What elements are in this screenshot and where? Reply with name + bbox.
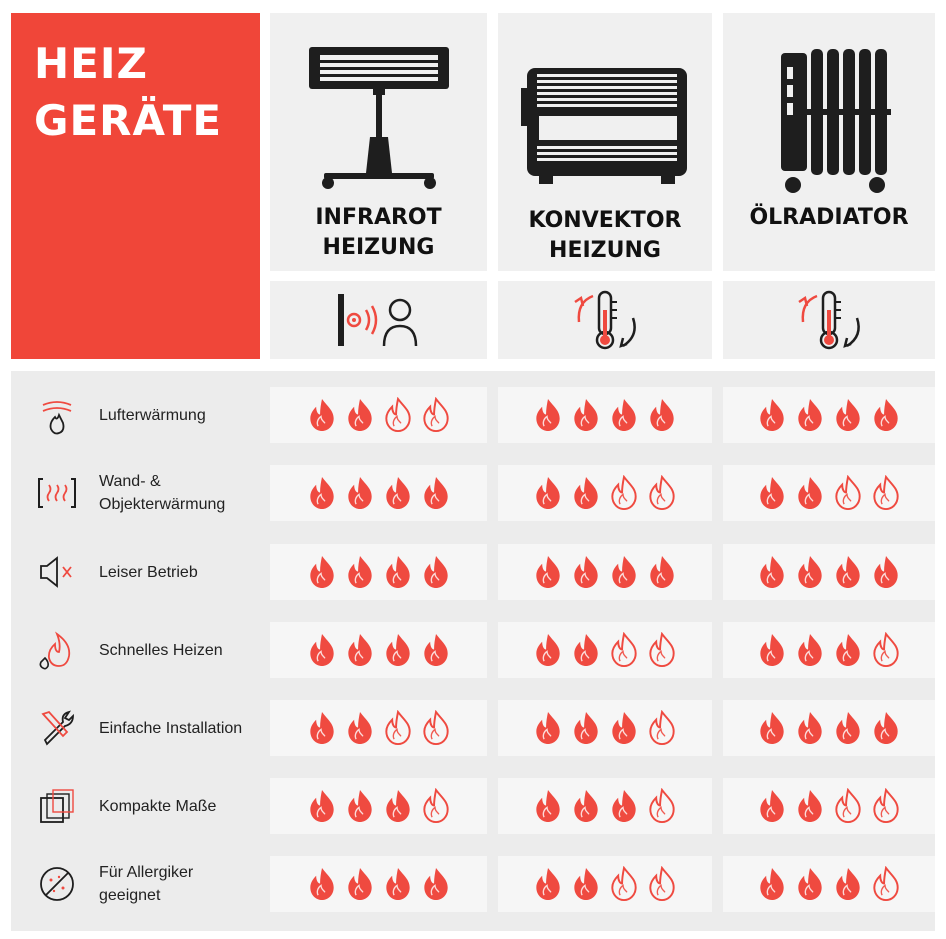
flame-outline-icon (648, 475, 676, 511)
rating-cell-konvektor (498, 778, 712, 834)
flame-filled-icon (872, 710, 900, 746)
rating-cell-konvektor (498, 465, 712, 521)
flame-filled-icon (834, 397, 862, 433)
flame-filled-icon (796, 866, 824, 902)
flame-filled-icon (346, 475, 374, 511)
flame-filled-icon (572, 475, 600, 511)
flame-filled-icon (758, 397, 786, 433)
row-label-line: geeignet (99, 887, 161, 904)
flame-outline-icon (872, 475, 900, 511)
flame-filled-icon (308, 554, 336, 590)
flame-filled-icon (534, 475, 562, 511)
fast-heat-flame-icon (37, 630, 77, 670)
flame-filled-icon (758, 710, 786, 746)
flame-outline-icon (872, 866, 900, 902)
rating-cell-oel (723, 622, 935, 678)
flame-filled-icon (384, 475, 412, 511)
row-label (11, 778, 261, 834)
flame-outline-icon (384, 710, 412, 746)
row-label (11, 465, 261, 521)
air-heating-icon (37, 395, 77, 435)
flame-filled-icon (872, 397, 900, 433)
row-label-line: Kompakte Maße (99, 797, 217, 815)
flame-filled-icon (308, 788, 336, 824)
flame-filled-icon (796, 475, 824, 511)
product-label-infrarot: INFRAROT HEIZUNG (315, 205, 442, 260)
product-label-konvektor: KONVEKTOR HEIZUNG (528, 208, 682, 263)
flame-filled-icon (422, 866, 450, 902)
flame-outline-icon (648, 788, 676, 824)
muted-speaker-icon (37, 552, 77, 592)
rating-cell-konvektor (498, 622, 712, 678)
flame-filled-icon (308, 632, 336, 668)
flame-outline-icon (610, 866, 638, 902)
rating-cell-oel (723, 778, 935, 834)
row-label-line: Objekterwärmung (99, 496, 226, 513)
row-label-line: Einfache Installation (99, 719, 243, 737)
flame-filled-icon (534, 554, 562, 590)
flame-outline-icon (384, 397, 412, 433)
rating-cell-konvektor (498, 700, 712, 756)
product-card-infrarot (270, 13, 487, 271)
row-label-text (99, 639, 223, 662)
flame-filled-icon (572, 632, 600, 668)
thermometer-circulation-icon (787, 288, 871, 352)
rating-cell-infrarot (270, 544, 487, 600)
rating-cell-infrarot (270, 622, 487, 678)
row-label-text (99, 717, 242, 740)
flame-filled-icon (872, 554, 900, 590)
flame-filled-icon (308, 397, 336, 433)
flame-filled-icon (758, 554, 786, 590)
radiant-heat-person-icon (334, 290, 424, 350)
flame-filled-icon (346, 788, 374, 824)
flame-filled-icon (308, 475, 336, 511)
title-line-2: GERÄTE (34, 96, 223, 145)
flame-filled-icon (610, 554, 638, 590)
rating-cell-oel (723, 387, 935, 443)
flame-filled-icon (796, 554, 824, 590)
flame-filled-icon (346, 710, 374, 746)
feature-card-infrarot (270, 281, 487, 359)
flame-filled-icon (796, 397, 824, 433)
feature-card-konvektor (498, 281, 712, 359)
flame-filled-icon (572, 866, 600, 902)
flame-outline-icon (872, 788, 900, 824)
feature-card-oelradiator (723, 281, 935, 359)
row-label-line: Leiser Betrieb (99, 563, 198, 581)
rating-cell-oel (723, 856, 935, 912)
row-label (11, 622, 261, 678)
wrench-screwdriver-icon (37, 708, 77, 748)
flame-filled-icon (346, 397, 374, 433)
flame-outline-icon (610, 475, 638, 511)
rating-cell-infrarot (270, 465, 487, 521)
rating-cell-konvektor (498, 387, 712, 443)
rating-cell-infrarot (270, 778, 487, 834)
rating-cell-infrarot (270, 700, 487, 756)
flame-outline-icon (610, 632, 638, 668)
wall-heating-icon (37, 473, 77, 513)
rating-cell-konvektor (498, 856, 712, 912)
flame-filled-icon (534, 710, 562, 746)
row-label-text (99, 795, 216, 818)
row-label-line: Für Allergiker (99, 864, 194, 881)
row-label (11, 856, 261, 912)
flame-outline-icon (834, 475, 862, 511)
flame-filled-icon (572, 788, 600, 824)
flame-filled-icon (610, 397, 638, 433)
row-label-text (99, 404, 206, 427)
product-card-oelradiator (723, 13, 935, 271)
row-label (11, 387, 261, 443)
rating-cell-konvektor (498, 544, 712, 600)
row-label (11, 700, 261, 756)
oil-radiator-icon (759, 45, 899, 195)
flame-filled-icon (534, 397, 562, 433)
rating-cell-oel (723, 465, 935, 521)
flame-filled-icon (572, 554, 600, 590)
flame-outline-icon (872, 632, 900, 668)
thermometer-circulation-icon (563, 288, 647, 352)
row-label-line: Wand- & (99, 473, 161, 490)
flame-filled-icon (422, 554, 450, 590)
flame-filled-icon (384, 788, 412, 824)
rating-cell-oel (723, 700, 935, 756)
product-label-oelradiator: ÖLRADIATOR (749, 205, 909, 230)
title-line-1: HEIZ (34, 39, 148, 88)
row-label-text (99, 470, 225, 516)
flame-filled-icon (308, 866, 336, 902)
infrared-heater-icon (304, 41, 454, 201)
flame-outline-icon (834, 788, 862, 824)
flame-filled-icon (384, 866, 412, 902)
flame-filled-icon (572, 710, 600, 746)
row-label-line: Lufterwärmung (99, 406, 206, 424)
flame-filled-icon (346, 554, 374, 590)
flame-filled-icon (758, 632, 786, 668)
flame-filled-icon (796, 710, 824, 746)
flame-filled-icon (834, 710, 862, 746)
flame-filled-icon (796, 788, 824, 824)
flame-filled-icon (346, 632, 374, 668)
flame-filled-icon (534, 788, 562, 824)
flame-filled-icon (796, 632, 824, 668)
flame-outline-icon (422, 788, 450, 824)
flame-filled-icon (534, 632, 562, 668)
flame-filled-icon (422, 632, 450, 668)
flame-filled-icon (758, 866, 786, 902)
row-label-line: Schnelles Heizen (99, 641, 223, 659)
flame-filled-icon (758, 475, 786, 511)
row-label-text (99, 561, 198, 584)
flame-filled-icon (610, 710, 638, 746)
flame-filled-icon (610, 788, 638, 824)
flame-filled-icon (422, 475, 450, 511)
product-card-konvektor (498, 13, 712, 271)
flame-filled-icon (758, 788, 786, 824)
flame-filled-icon (384, 632, 412, 668)
rating-cell-oel (723, 544, 935, 600)
compact-squares-icon (37, 786, 77, 826)
flame-filled-icon (572, 397, 600, 433)
flame-outline-icon (422, 397, 450, 433)
flame-outline-icon (648, 866, 676, 902)
flame-filled-icon (834, 632, 862, 668)
flame-filled-icon (346, 866, 374, 902)
title-panel (11, 13, 260, 359)
flame-filled-icon (384, 554, 412, 590)
flame-filled-icon (308, 710, 336, 746)
rating-cell-infrarot (270, 387, 487, 443)
flame-filled-icon (534, 866, 562, 902)
convector-heater-icon (515, 58, 695, 198)
row-label-text (99, 861, 193, 907)
flame-outline-icon (422, 710, 450, 746)
row-label (11, 544, 261, 600)
flame-outline-icon (648, 632, 676, 668)
flame-filled-icon (834, 866, 862, 902)
flame-outline-icon (648, 710, 676, 746)
rating-cell-infrarot (270, 856, 487, 912)
flame-filled-icon (834, 554, 862, 590)
flame-filled-icon (648, 554, 676, 590)
flame-filled-icon (648, 397, 676, 433)
allergen-free-icon (37, 864, 77, 904)
